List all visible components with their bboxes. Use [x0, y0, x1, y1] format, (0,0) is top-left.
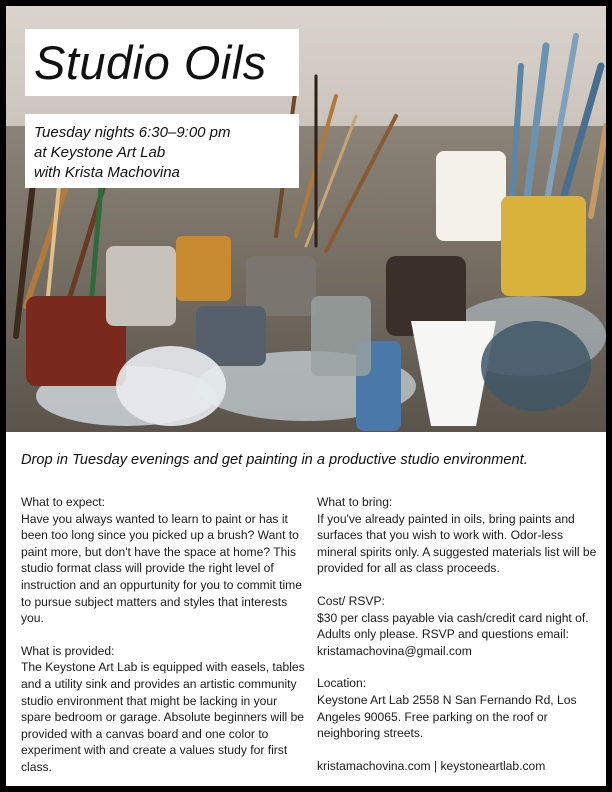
title-box — [25, 29, 299, 96]
section-what-to-bring — [317, 494, 599, 577]
body-what-to-bring: If you've already painted in oils, bring paints and surfaces that you wish to work with. Odor-less mineral spirits only. A suggested materials list will be provided for all as class proceeds. — [317, 511, 597, 576]
heading-what-is-provided: What is provided: — [21, 643, 115, 658]
body-location: Keystone Art Lab 2558 N San Fernando Rd, Los Angeles 90065. Free parking on the roof or neighboring streets. — [317, 692, 577, 741]
right-column — [317, 494, 599, 774]
schedule-box — [25, 114, 299, 188]
heading-what-to-expect: What to expect: — [21, 495, 106, 509]
footer-websites: kristamachovina.com | keystoneartlab.com — [317, 758, 546, 773]
section-location — [317, 675, 599, 741]
section-what-is-provided — [21, 643, 307, 776]
schedule-venue: at Keystone Art Lab — [34, 144, 166, 161]
body-cost-rsvp: $30 per class payable via cash/credit card night of. Adults only please. RSVP and questions email: kristamachovina@gmail.com — [317, 610, 589, 658]
tagline: Drop in Tuesday evenings and get painting in a productive studio environment. — [21, 452, 528, 468]
heading-cost-rsvp: Cost/ RSVP: — [317, 593, 385, 608]
body-what-to-expect: Have you always wanted to learn to paint or has it been too long since you picked up a brush? Want to paint more, but don't have the space at home? This studio format class will provide the right level of instruction and an oppurtunity for you to commit time to pursue subject matters and styles that interests you. — [21, 511, 302, 626]
section-cost-rsvp — [317, 593, 599, 659]
schedule-instructor: with Krista Machovina — [34, 164, 180, 181]
flyer-page — [6, 6, 606, 786]
section-what-to-expect — [21, 494, 307, 627]
heading-what-to-bring: What to bring: — [317, 495, 393, 509]
schedule-time: Tuesday nights 6:30–9:00 pm — [34, 124, 231, 141]
flyer-title: Studio Oils — [34, 36, 267, 89]
body-what-is-provided: The Keystone Art Lab is equipped with easels, tables and a utility sink and provides an artistic community studio environment that might be lacking in your spare bedroom or garage. Absolute beginners will be provided with a canvas board and one color to experiment with and create a values study for first class. — [21, 660, 305, 774]
left-column — [21, 494, 307, 786]
heading-location: Location: — [317, 676, 367, 691]
